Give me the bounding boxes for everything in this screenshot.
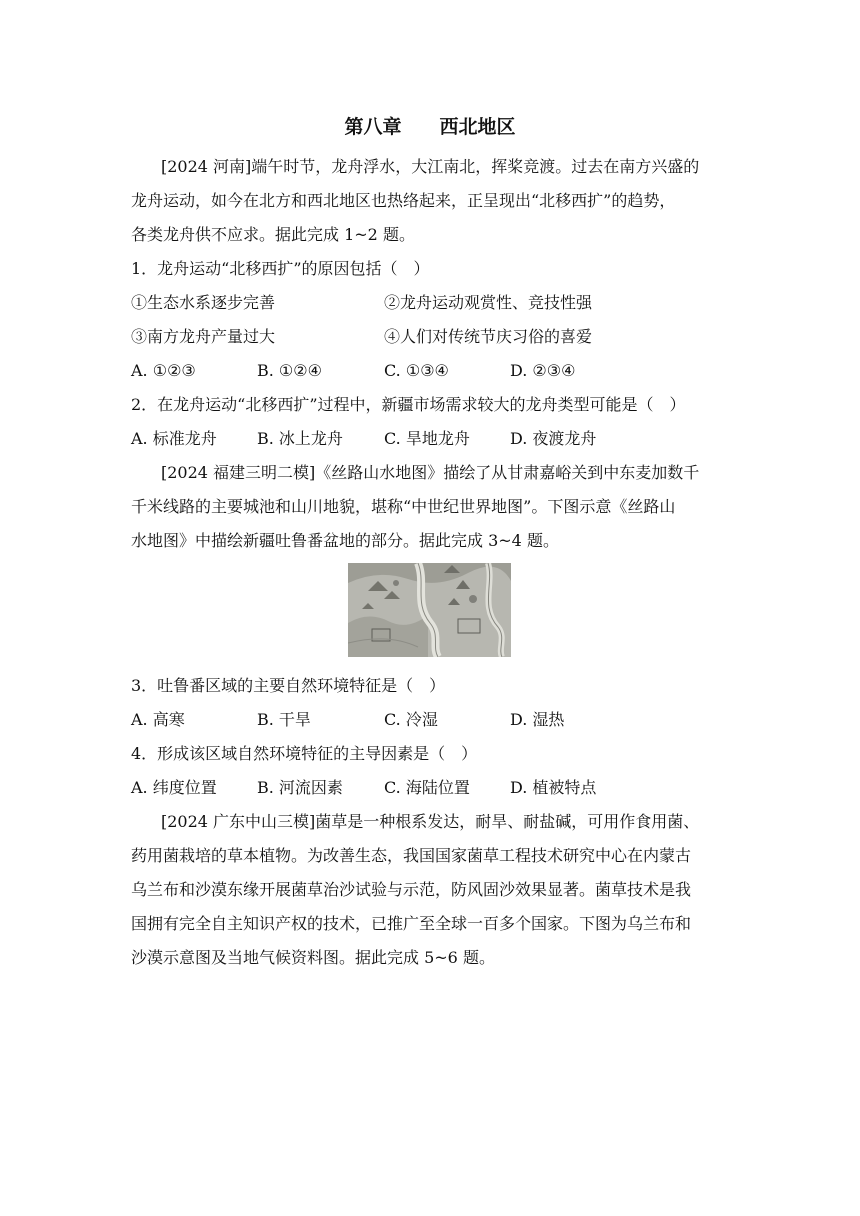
q3-option-d[interactable]: D. 湿热 [510,710,565,729]
q4-option-d[interactable]: D. 植被特点 [510,778,597,797]
section3-intro-line-1: [2024 广东中山三模]菌草是一种根系发达，耐旱、耐盐碱，可用作食用菌、 [161,812,700,831]
q2-option-d[interactable]: D. 夜渡龙舟 [510,429,597,448]
q1-item-4: ④人们对传统节庆习俗的喜爱 [384,327,593,346]
q1-item-1: ①生态水系逐步完善 [131,293,276,312]
question-4-stem: 4．形成该区域自然环境特征的主导因素是（ ） [131,744,478,763]
q3-option-c[interactable]: C. 冷湿 [384,710,438,729]
q1-option-c[interactable]: C. ①③④ [384,361,449,380]
question-1-stem: 1．龙舟运动“北移西扩”的原因包括（ ） [131,259,430,278]
section1-intro-line-2: 龙舟运动，如今在北方和西北地区也热络起来，正呈现出“北移西扩”的趋势， [131,191,676,210]
q4-option-a[interactable]: A. 纬度位置 [131,778,217,797]
q2-option-c[interactable]: C. 旱地龙舟 [384,429,470,448]
question-2-stem: 2．在龙舟运动“北移西扩”过程中，新疆市场需求较大的龙舟类型可能是（ ） [131,395,686,414]
silk-road-map-image [348,563,511,657]
q4-option-c[interactable]: C. 海陆位置 [384,778,470,797]
chapter-title: 第八章 西北地区 [344,116,516,138]
q4-option-b[interactable]: B. 河流因素 [257,778,343,797]
section2-intro-line-2: 千米线路的主要城池和山川地貌，堪称“中世纪世界地图”。下图示意《丝路山 [131,497,676,516]
q1-option-d[interactable]: D. ②③④ [510,361,576,380]
q1-item-3: ③南方龙舟产量过大 [131,327,276,346]
q1-option-b[interactable]: B. ①②④ [257,361,322,380]
q2-option-a[interactable]: A. 标准龙舟 [131,429,217,448]
section2-intro-line-3: 水地图》中描绘新疆吐鲁番盆地的部分。据此完成 3~4 题。 [131,531,559,550]
question-3-stem: 3．吐鲁番区域的主要自然环境特征是（ ） [131,676,446,695]
q1-item-2: ②龙舟运动观赏性、竞技性强 [384,293,593,312]
q1-option-a[interactable]: A. ①②③ [131,361,196,380]
section2-intro-line-1: [2024 福建三明二模]《丝路山水地图》描绘了从甘肃嘉峪关到中东麦加数千 [161,463,700,482]
section3-intro-line-5: 沙漠示意图及当地气候资料图。据此完成 5~6 题。 [131,948,495,967]
section3-intro-line-4: 国拥有完全自主知识产权的技术，已推广至全球一百多个国家。下图为乌兰布和 [131,914,692,933]
q3-option-a[interactable]: A. 高寒 [131,710,185,729]
section3-intro-line-3: 乌兰布和沙漠东缘开展菌草治沙试验与示范，防风固沙效果显著。菌草技术是我 [131,880,692,899]
section1-intro-line-3: 各类龙舟供不应求。据此完成 1~2 题。 [131,225,415,244]
section1-intro-line-1: [2024 河南]端午时节，龙舟浮水，大江南北，挥桨竞渡。过去在南方兴盛的 [161,157,700,176]
q2-option-b[interactable]: B. 冰上龙舟 [257,429,343,448]
q3-option-b[interactable]: B. 干旱 [257,710,311,729]
section3-intro-line-2: 药用菌栽培的草本植物。为改善生态，我国国家菌草工程技术研究中心在内蒙古 [131,846,692,865]
